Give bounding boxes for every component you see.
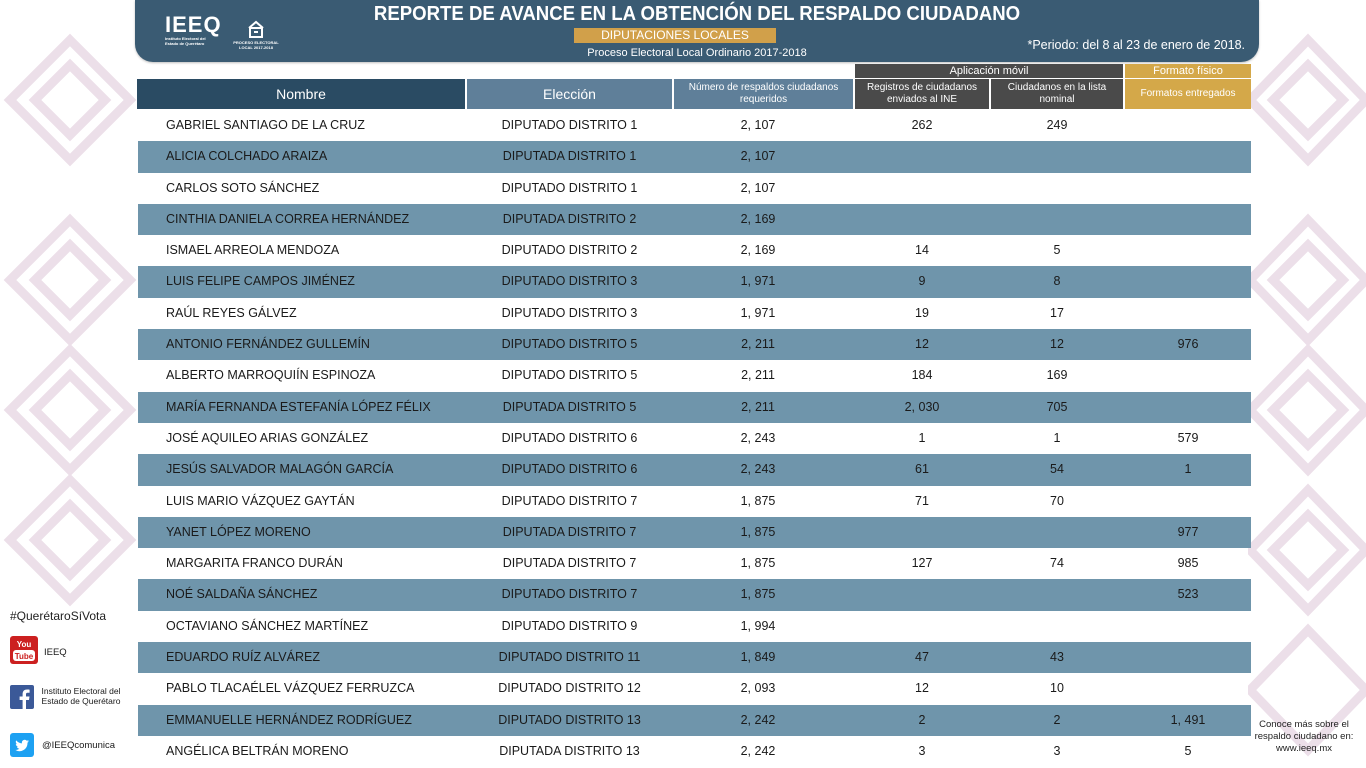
decorative-pattern-right	[1248, 20, 1366, 768]
cell-requeridos: 2, 211	[741, 368, 775, 383]
cell-requeridos: 2, 169	[740, 211, 776, 226]
cell-requeridos: 1, 971	[740, 274, 776, 289]
cell-requeridos: 1, 875	[740, 524, 776, 539]
cell-enviados: 9	[918, 274, 926, 289]
cell-requeridos: 2, 211	[741, 337, 775, 352]
cell-enviados: 2, 030	[904, 399, 940, 414]
cell-nombre: ISMAEL ARREOLA MENDOZA	[166, 243, 340, 258]
cell-eleccion: DIPUTADO DISTRITO 7	[501, 493, 638, 508]
logo-wordmark: IEEQ	[165, 12, 222, 37]
cell-formatos	[1125, 266, 1251, 297]
cell-lista: 705	[1046, 399, 1068, 414]
table-row	[138, 517, 1251, 548]
cell-nombre: EMMANUELLE HERNÁNDEZ RODRÍGUEZ	[166, 712, 412, 727]
cell-formatos: 985	[1177, 556, 1199, 571]
cell-requeridos: 2, 107	[740, 118, 776, 132]
table-row	[138, 579, 1251, 610]
cell-enviados: 71	[915, 493, 929, 508]
cell-formatos: 523	[1177, 587, 1199, 602]
cell-eleccion: DIPUTADA DISTRITO 5	[502, 399, 637, 414]
cell-requeridos: 2, 242	[740, 743, 776, 758]
cell-formatos	[1125, 141, 1251, 172]
cell-requeridos: 2, 242	[740, 712, 776, 727]
cell-formatos	[1125, 235, 1251, 266]
cell-enviados	[855, 517, 989, 548]
cell-enviados	[855, 204, 989, 235]
cell-lista	[991, 173, 1123, 204]
cell-lista: 17	[1050, 305, 1064, 320]
hashtag: #QuerétaroSíVota	[10, 609, 107, 623]
cell-lista: 2	[1053, 712, 1061, 727]
cell-requeridos: 2, 243	[740, 462, 776, 477]
cell-nombre: PABLO TLACAÉLEL VÁZQUEZ FERRUZCA	[166, 681, 415, 696]
header-banner	[135, 0, 1259, 62]
column-header-lista: Ciudadanos en la lista nominal	[991, 79, 1123, 109]
cell-eleccion: DIPUTADO DISTRITO 1	[501, 118, 638, 132]
cell-requeridos: 2, 107	[740, 180, 776, 195]
facebook-icon[interactable]	[10, 685, 34, 714]
cell-nombre: GABRIEL SANTIAGO DE LA CRUZ	[166, 118, 365, 132]
cell-nombre: JOSÉ AQUILEO ARIAS GONZÁLEZ	[166, 430, 369, 445]
cell-eleccion: DIPUTADO DISTRITO 9	[501, 618, 638, 633]
cell-formatos	[1125, 298, 1251, 329]
twitter-label[interactable]: @IEEQcomunica	[42, 740, 116, 751]
cell-formatos	[1125, 486, 1251, 517]
cell-enviados: 184	[911, 368, 933, 383]
table-row	[138, 736, 1251, 767]
cell-lista: 3	[1053, 743, 1061, 758]
group-header-app: Aplicación móvil	[855, 64, 1123, 78]
cell-nombre: ANTONIO FERNÁNDEZ GULLEMÍN	[166, 337, 370, 352]
column-header-requeridos: Número de respaldos ciudadanos requeridos	[674, 79, 853, 109]
cell-lista	[991, 611, 1123, 642]
section-badge: DIPUTACIONES LOCALES	[574, 28, 776, 43]
table-row	[138, 392, 1251, 423]
table-row	[138, 486, 1251, 517]
table-row	[138, 329, 1251, 360]
cell-lista: 10	[1050, 681, 1064, 696]
cell-formatos	[1125, 673, 1251, 704]
table-row	[138, 141, 1251, 172]
cell-requeridos: 1, 849	[740, 650, 776, 665]
logo-subtitle: Instituto Electoral del Estado de Querétaro	[165, 36, 206, 46]
cell-nombre: ALBERTO MARROQUIÍN ESPINOZA	[166, 368, 376, 383]
cell-enviados: 127	[911, 556, 933, 571]
cell-formatos	[1125, 360, 1251, 391]
cell-formatos	[1125, 392, 1251, 423]
cell-requeridos: 2, 169	[740, 243, 776, 258]
column-header-eleccion: Elección	[467, 79, 672, 109]
cell-eleccion: DIPUTADO DISTRITO 3	[501, 305, 638, 320]
cell-lista: 169	[1046, 368, 1068, 383]
cell-nombre: RAÚL REYES GÁLVEZ	[166, 305, 297, 320]
cell-enviados	[855, 579, 989, 610]
cell-enviados: 61	[915, 462, 929, 477]
electoral-process-text: PROCESO ELECTORAL LOCAL 2017-2018	[233, 40, 279, 50]
footer-note: Conoce más sobre el respaldo ciudadano en: www.ieeq.mx	[1254, 719, 1354, 754]
cell-requeridos: 1, 994	[740, 618, 776, 633]
cell-nombre: EDUARDO RUÍZ ALVÁREZ	[166, 650, 320, 665]
cell-nombre: OCTAVIANO SÁNCHEZ MARTÍNEZ	[166, 618, 369, 633]
candidates-table	[138, 110, 1251, 767]
cell-eleccion: DIPUTADO DISTRITO 6	[501, 430, 638, 445]
cell-lista	[991, 517, 1123, 548]
cell-eleccion: DIPUTADO DISTRITO 3	[501, 274, 638, 289]
table-row	[138, 611, 1251, 642]
cell-enviados: 47	[915, 650, 929, 665]
cell-nombre: MARGARITA FRANCO DURÁN	[166, 556, 343, 571]
cell-enviados: 2	[918, 712, 926, 727]
cell-nombre: ALICIA COLCHADO ARAIZA	[166, 149, 328, 164]
cell-eleccion: DIPUTADO DISTRITO 6	[501, 462, 638, 477]
cell-requeridos: 1, 875	[740, 587, 776, 602]
youtube-icon[interactable]	[10, 636, 38, 669]
cell-lista	[991, 141, 1123, 172]
cell-formatos	[1125, 642, 1251, 673]
cell-formatos	[1125, 204, 1251, 235]
cell-formatos: 1	[1184, 462, 1192, 477]
table-row	[138, 642, 1251, 673]
cell-enviados: 262	[911, 118, 933, 132]
cell-lista: 249	[1046, 118, 1068, 132]
cell-requeridos: 1, 875	[740, 556, 776, 571]
cell-formatos: 579	[1177, 430, 1199, 445]
cell-lista: 5	[1053, 243, 1061, 258]
cell-eleccion: DIPUTADA DISTRITO 7	[502, 524, 637, 539]
cell-nombre: CARLOS SOTO SÁNCHEZ	[166, 180, 320, 195]
table-row	[138, 360, 1251, 391]
table-row	[138, 298, 1251, 329]
cell-formatos: 5	[1184, 743, 1192, 758]
cell-formatos	[1125, 110, 1251, 141]
cell-requeridos: 2, 243	[740, 430, 776, 445]
cell-enviados: 1	[918, 430, 926, 445]
column-header-nombre: Nombre	[137, 79, 465, 109]
cell-enviados: 19	[915, 305, 929, 320]
cell-eleccion: DIPUTADA DISTRITO 2	[502, 211, 637, 226]
cell-eleccion: DIPUTADO DISTRITO 11	[498, 650, 641, 665]
twitter-icon[interactable]	[10, 733, 34, 762]
cell-nombre: YANET LÓPEZ MORENO	[166, 524, 311, 539]
group-header-physical: Formato físico	[1125, 64, 1251, 78]
process-subtitle: Proceso Electoral Local Ordinario 2017-2018	[587, 47, 807, 59]
table-row	[138, 454, 1251, 485]
cell-lista: 12	[1050, 337, 1064, 352]
cell-nombre: MARÍA FERNANDA ESTEFANÍA LÓPEZ FÉLIX	[166, 399, 431, 414]
table-row	[138, 110, 1251, 141]
svg-text:You: You	[16, 640, 32, 649]
cell-formatos	[1125, 611, 1251, 642]
cell-nombre: JESÚS SALVADOR MALAGÓN GARCÍA	[166, 462, 394, 477]
cell-eleccion: DIPUTADO DISTRITO 7	[501, 587, 638, 602]
table-row	[138, 705, 1251, 736]
cell-enviados: 12	[915, 681, 929, 696]
cell-formatos	[1125, 173, 1251, 204]
column-header-formatos: Formatos entregados	[1125, 79, 1251, 109]
cell-nombre: NOÉ SALDAÑA SÁNCHEZ	[166, 587, 318, 602]
cell-lista: 54	[1050, 462, 1064, 477]
facebook-label[interactable]: Instituto Electoral del Estado de Querétaro	[41, 686, 121, 706]
period-note: *Periodo: del 8 al 23 de enero de 2018.	[1027, 38, 1245, 52]
cell-lista: 74	[1050, 556, 1064, 571]
cell-enviados	[855, 173, 989, 204]
cell-formatos: 976	[1177, 337, 1199, 352]
cell-enviados: 3	[918, 743, 926, 758]
cell-requeridos: 1, 971	[740, 305, 776, 320]
cell-enviados	[855, 141, 989, 172]
cell-formatos: 977	[1177, 524, 1199, 539]
cell-eleccion: DIPUTADO DISTRITO 5	[501, 368, 638, 383]
svg-text:Tube: Tube	[14, 652, 34, 661]
cell-formatos: 1, 491	[1170, 712, 1206, 727]
cell-lista	[991, 204, 1123, 235]
cell-requeridos: 1, 875	[740, 493, 776, 508]
table-row	[138, 423, 1251, 454]
youtube-label[interactable]: IEEQ	[44, 647, 67, 658]
cell-eleccion: DIPUTADA DISTRITO 13	[499, 743, 640, 758]
cell-eleccion: DIPUTADO DISTRITO 12	[498, 681, 641, 696]
cell-enviados: 12	[915, 337, 929, 352]
table-row	[138, 266, 1251, 297]
table-row	[138, 673, 1251, 704]
column-header-enviados: Registros de ciudadanos enviados al INE	[855, 79, 989, 109]
report-title: REPORTE DE AVANCE EN LA OBTENCIÓN DEL RESPALDO CIUDADANO	[373, 3, 1021, 25]
cell-nombre: CINTHIA DANIELA CORREA HERNÁNDEZ	[166, 211, 410, 226]
cell-eleccion: DIPUTADO DISTRITO 13	[498, 712, 641, 727]
table-row	[138, 204, 1251, 235]
cell-requeridos: 2, 211	[741, 399, 775, 414]
cell-eleccion: DIPUTADA DISTRITO 7	[502, 556, 637, 571]
cell-eleccion: DIPUTADO DISTRITO 1	[501, 180, 638, 195]
cell-requeridos: 2, 093	[740, 681, 776, 696]
cell-lista: 43	[1050, 650, 1064, 665]
cell-nombre: LUIS MARIO VÁZQUEZ GAYTÁN	[166, 493, 355, 508]
cell-eleccion: DIPUTADO DISTRITO 5	[501, 337, 638, 352]
table-row	[138, 235, 1251, 266]
cell-enviados	[855, 611, 989, 642]
cell-nombre: LUIS FELIPE CAMPOS JIMÉNEZ	[166, 274, 355, 289]
cell-lista: 70	[1050, 493, 1064, 508]
cell-requeridos: 2, 107	[740, 149, 776, 164]
table-row	[138, 173, 1251, 204]
table-row	[138, 548, 1251, 579]
cell-lista: 1	[1053, 430, 1061, 445]
cell-nombre: ANGÉLICA BELTRÁN MORENO	[166, 743, 349, 758]
cell-enviados: 14	[915, 243, 929, 258]
cell-eleccion: DIPUTADO DISTRITO 2	[501, 243, 638, 258]
cell-lista	[991, 579, 1123, 610]
cell-lista: 8	[1053, 274, 1061, 289]
cell-eleccion: DIPUTADA DISTRITO 1	[502, 149, 637, 164]
